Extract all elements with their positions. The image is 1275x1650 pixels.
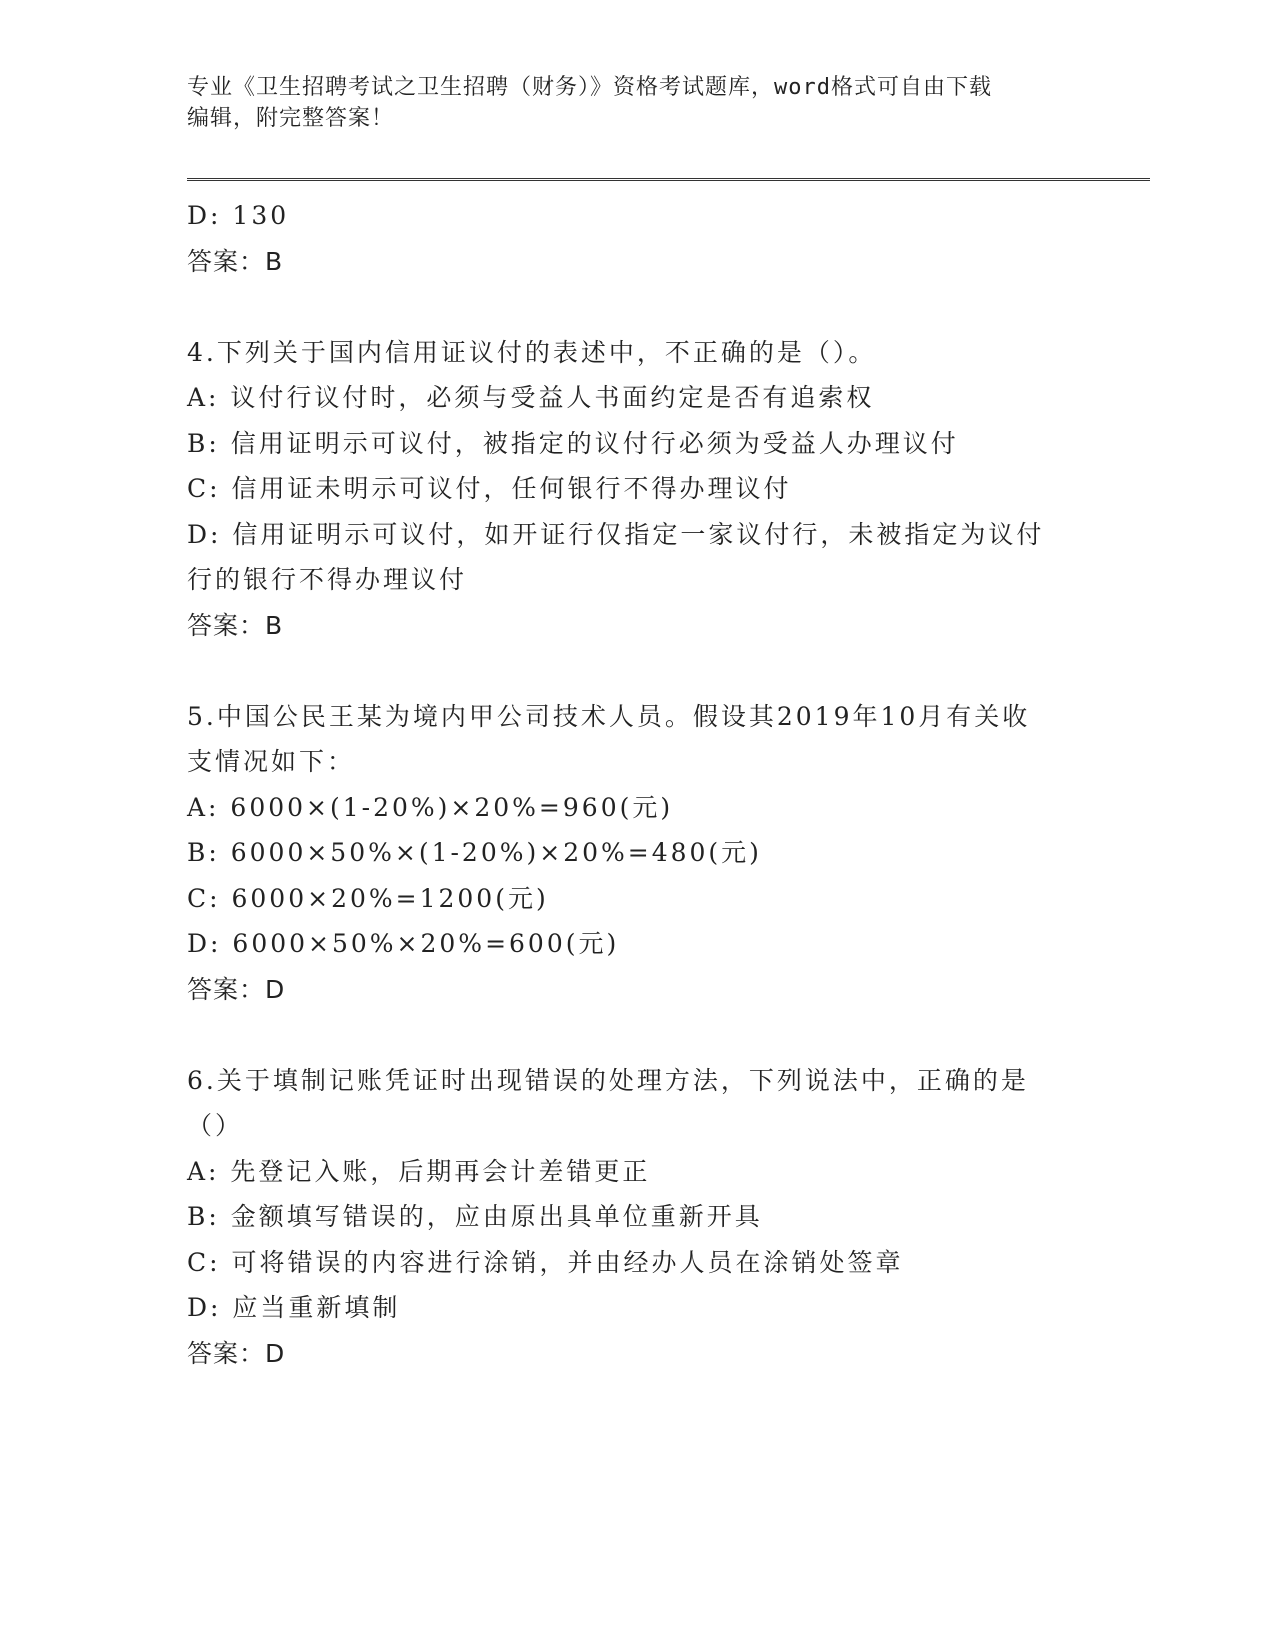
option-d: D: 6000×50%×20%=600(元) (187, 929, 620, 958)
option-c: C: 信用证未明示可议付，任何银行不得办理议付 (187, 474, 792, 503)
question-stem: 5.中国公民王某为境内甲公司技术人员。假设其2019年10月有关收 (187, 701, 1031, 731)
question-stem: 6.关于填制记账凭证时出现错误的处理方法，下列说法中，正确的是 (187, 1065, 1029, 1095)
header-line-1: 专业《卫生招聘考试之卫生招聘（财务）》资格考试题库，word格式可自由下载 (187, 75, 992, 100)
option-c: C: 可将错误的内容进行涂销，并由经办人员在涂销处签章 (187, 1247, 904, 1277)
question-stem: 4.下列关于国内信用证议付的表述中，不正确的是（）。 (187, 337, 877, 367)
option-d-continued: 行的银行不得办理议付 (187, 565, 468, 594)
header-divider (187, 178, 1150, 181)
question-stem-continued: 支情况如下： (187, 747, 356, 776)
option-d: D: 应当重新填制 (187, 1293, 401, 1322)
document-body (187, 193, 1087, 1376)
option-a: A: 先登记入账，后期再会计差错更正 (187, 1156, 651, 1186)
question-5 (187, 694, 1087, 1013)
option-d: D: 130 (187, 201, 290, 230)
page-header (187, 72, 1087, 134)
answer: 答案：B (187, 246, 284, 276)
previous-question (187, 193, 1087, 284)
spacer (187, 1012, 1087, 1058)
option-b: B: 金额填写错误的，应由原出具单位重新开具 (187, 1202, 763, 1231)
option-b: B: 信用证明示可议付，被指定的议付行必须为受益人办理议付 (187, 428, 959, 458)
header-line-2: 编辑，附完整答案！ (187, 106, 395, 131)
option-a: A: 6000×(1-20%)×20%=960(元) (187, 792, 674, 822)
option-d: D: 信用证明示可议付，如开证行仅指定一家议付行，未被指定为议付 (187, 519, 1045, 549)
question-4 (187, 330, 1087, 649)
spacer (187, 648, 1087, 694)
option-b: B: 6000×50%×(1-20%)×20%=480(元) (187, 838, 762, 867)
question-stem-continued: （） (187, 1111, 244, 1140)
answer: 答案：D (187, 1338, 286, 1368)
option-c: C: 6000×20%=1200(元) (187, 883, 549, 913)
answer: 答案：D (187, 974, 286, 1004)
question-6 (187, 1058, 1087, 1377)
spacer (187, 284, 1087, 330)
option-a: A: 议付行议付时，必须与受益人书面约定是否有追索权 (187, 383, 875, 412)
answer: 答案：B (187, 610, 284, 640)
